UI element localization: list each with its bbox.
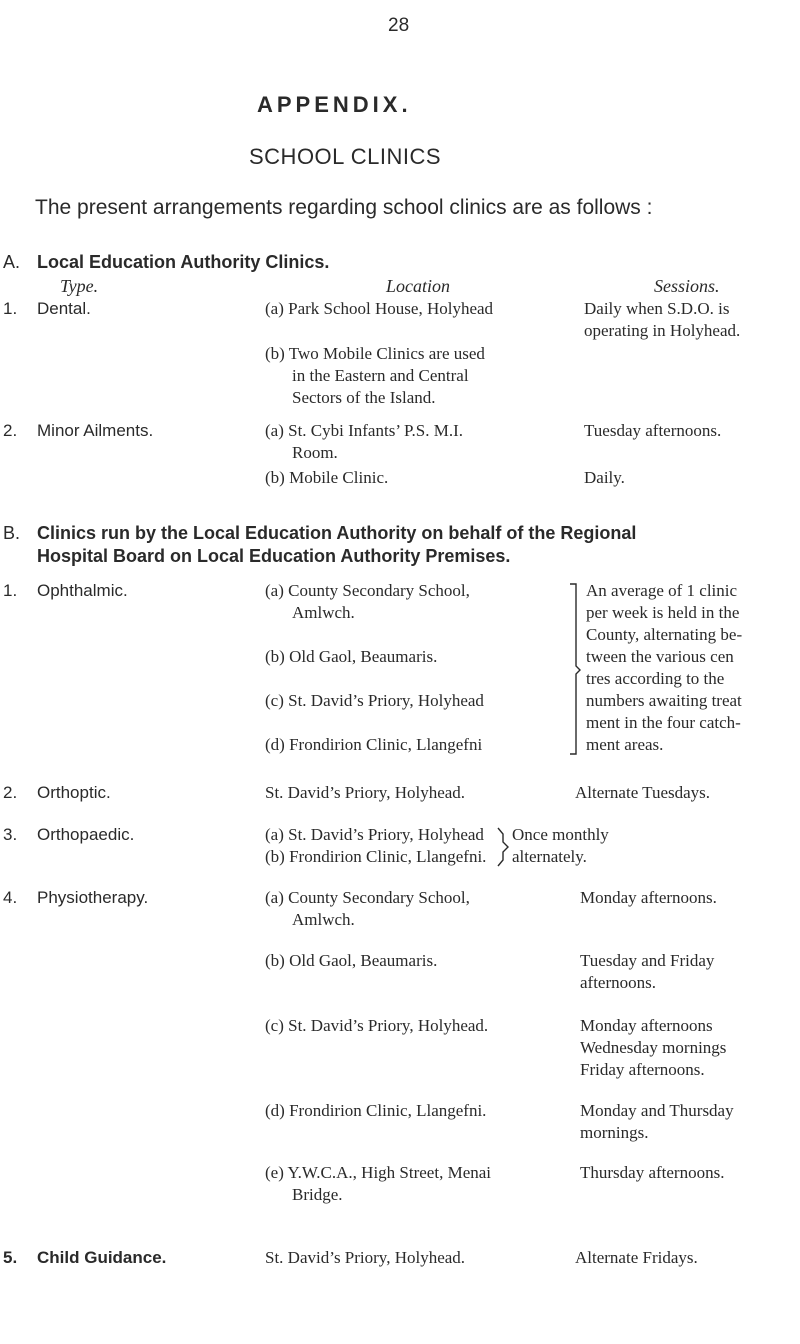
page-number: 28 [388,15,410,36]
location-line: in the Eastern and Central [292,366,469,385]
entry-number: 1. [3,581,18,600]
location-line: Amlwch. [292,603,355,622]
clinic-type: Child Guidance. [37,1248,167,1267]
clinic-type: Orthoptic. [37,783,111,802]
sessions-line: afternoons. [580,973,657,992]
sessions-line: Thursday afternoons. [580,1163,725,1182]
sessions-line: numbers awaiting treat [586,691,742,710]
clinic-type: Dental. [37,299,91,318]
location-line: (b) Mobile Clinic. [265,468,389,487]
section-b-letter: B. [3,523,21,543]
location-line: Sectors of the Island. [292,388,436,407]
grouping-brace [496,826,510,868]
sessions-line: Daily. [584,468,625,487]
sessions-line: ment areas. [586,735,664,754]
sessions-line: Tuesday and Friday [580,951,715,970]
location-line: St. David’s Priory, Holyhead. [265,783,466,802]
sessions-line: Monday afternoons. [580,888,717,907]
column-header-type: Type. [60,276,99,296]
location-line: (d) Frondirion Clinic, Llangefni [265,735,483,754]
entry-number: 1. [3,299,18,318]
location-line: (c) St. David’s Priory, Holyhead. [265,1016,489,1035]
location-line: (a) St. David’s Priory, Holyhead [265,825,484,844]
location-line: (b) Two Mobile Clinics are used [265,344,485,363]
clinic-type: Ophthalmic. [37,581,128,600]
column-header-location: Location [386,276,451,296]
sessions-line: Daily when S.D.O. is [584,299,730,318]
column-header-sessions: Sessions. [654,276,720,296]
location-line: Amlwch. [292,910,355,929]
entry-number: 2. [3,783,18,802]
section-a-letter: A. [3,252,21,272]
location-line: (a) Park School House, Holyhead [265,299,494,318]
entry-number: 3. [3,825,18,844]
sessions-line: Monday and Thursday [580,1101,734,1120]
entry-number: 2. [3,421,18,440]
sessions-line: operating in Holyhead. [584,321,741,340]
entry-number: 5. [3,1248,18,1267]
appendix-title: APPENDIX. [257,92,412,117]
sessions-line: Alternate Tuesdays. [575,783,711,802]
sessions-line: Tuesday afternoons. [584,421,722,440]
section-b-heading: Clinics run by the Local Education Authority on behalf of the Regional [37,523,637,543]
entry-number: 4. [3,888,18,907]
location-line: (c) St. David’s Priory, Holyhead [265,691,484,710]
sessions-line: tween the various cen [586,647,734,666]
location-line: (a) St. Cybi Infants’ P.S. M.I. [265,421,464,440]
section-a-heading: Local Education Authority Clinics. [37,252,330,272]
section-b-heading: Hospital Board on Local Education Authority Premises. [37,546,511,566]
sessions-line: Friday afternoons. [580,1060,705,1079]
sessions-line: tres according to the [586,669,725,688]
sessions-line: per week is held in the [586,603,740,622]
location-line: (a) County Secondary School, [265,888,470,907]
location-line: Bridge. [292,1185,343,1204]
sessions-line: alternately. [512,847,587,866]
location-line: (b) Old Gaol, Beaumaris. [265,951,438,970]
sessions-line: ment in the four catch- [586,713,741,732]
intro-paragraph: The present arrangements regarding school clinics are as follows : [35,196,653,219]
sessions-line: mornings. [580,1123,649,1142]
clinic-type: Orthopaedic. [37,825,135,844]
sessions-line: Monday afternoons [580,1016,713,1035]
grouping-brace [568,582,582,756]
section-subtitle: SCHOOL CLINICS [249,144,442,169]
clinic-type: Physiotherapy. [37,888,149,907]
location-line: (b) Old Gaol, Beaumaris. [265,647,438,666]
location-line: (e) Y.W.C.A., High Street, Menai [265,1163,492,1182]
location-line: Room. [292,443,338,462]
location-line: (b) Frondirion Clinic, Llangefni. [265,847,487,866]
location-line: (d) Frondirion Clinic, Llangefni. [265,1101,487,1120]
location-line: (a) County Secondary School, [265,581,470,600]
sessions-line: Alternate Fridays. [575,1248,698,1267]
sessions-line: Once monthly [512,825,609,844]
location-line: St. David’s Priory, Holyhead. [265,1248,466,1267]
sessions-line: An average of 1 clinic [586,581,738,600]
sessions-line: Wednesday mornings [580,1038,727,1057]
clinic-type: Minor Ailments. [37,421,154,440]
sessions-line: County, alternating be- [586,625,743,644]
